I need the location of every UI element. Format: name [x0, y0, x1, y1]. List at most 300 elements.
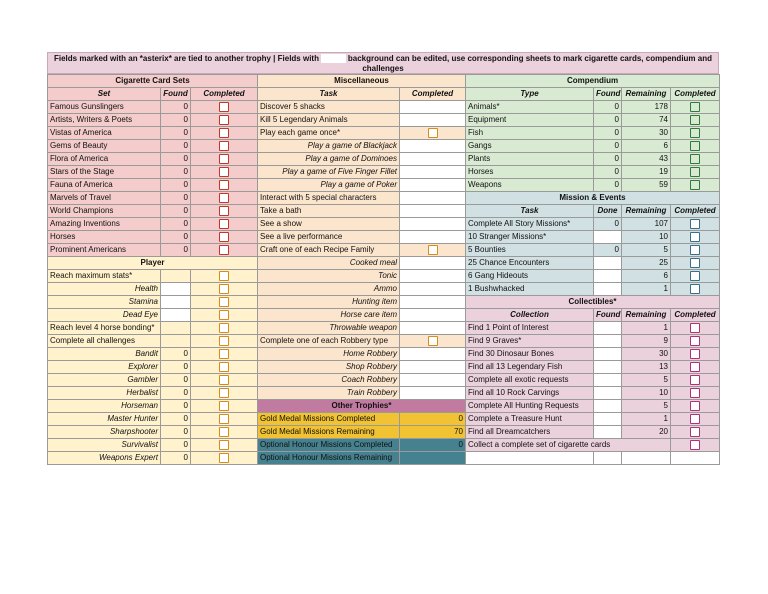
table-row	[48, 452, 258, 465]
set-completed	[191, 127, 258, 140]
collectible-completed	[671, 361, 720, 374]
compendium-remaining: 59	[622, 179, 671, 192]
table-row	[48, 218, 258, 231]
misc-completed	[400, 127, 466, 140]
compendium-completed	[671, 179, 720, 192]
set-name: Fauna of America	[48, 179, 161, 192]
set-completed	[191, 231, 258, 244]
completed-checkbox[interactable]	[690, 375, 700, 385]
completed-checkbox[interactable]	[219, 375, 229, 385]
compendium-table	[465, 74, 720, 465]
table-row	[466, 153, 720, 166]
player-value: 0	[161, 387, 191, 400]
collectible-completed	[671, 439, 720, 452]
player-value: 0	[161, 361, 191, 374]
misc-section-title: Miscellaneous	[258, 75, 466, 88]
completed-checkbox[interactable]	[219, 336, 229, 346]
mission-done[interactable]	[594, 270, 622, 283]
player-task: Reach maximum stats*	[48, 270, 161, 283]
table-row	[48, 231, 258, 244]
other-trophies-title: Other Trophies*	[258, 400, 466, 413]
player-value[interactable]	[161, 309, 191, 322]
table-row	[258, 127, 466, 140]
misc-task: Horse care item	[258, 309, 400, 322]
completed-checkbox[interactable]	[219, 401, 229, 411]
col-type: Type	[466, 88, 594, 101]
trophy-value: 0	[400, 413, 466, 426]
col-task: Task	[258, 88, 400, 101]
collectible-completed	[671, 322, 720, 335]
set-name: Vistas of America	[48, 127, 161, 140]
set-completed	[191, 218, 258, 231]
player-completed	[191, 283, 258, 296]
completed-checkbox[interactable]	[219, 323, 229, 333]
completed-checkbox[interactable]	[219, 414, 229, 424]
misc-completed	[400, 335, 466, 348]
player-value: 0	[161, 439, 191, 452]
collectible-task: Find all 13 Legendary Fish	[466, 361, 594, 374]
completed-checkbox[interactable]	[690, 284, 700, 294]
misc-task: Craft one of each Recipe Family	[258, 244, 400, 257]
instructions-text-1: Fields marked with an *asterix* are tied to another trophy | Fields with	[54, 54, 319, 63]
set-completed	[191, 205, 258, 218]
table-row	[48, 192, 258, 205]
table-row	[258, 244, 466, 257]
player-task: Sharpshooter	[48, 426, 161, 439]
table-row	[258, 348, 466, 361]
table-row	[48, 335, 258, 348]
set-completed	[191, 114, 258, 127]
player-completed	[191, 426, 258, 439]
completed-checkbox[interactable]	[219, 128, 229, 138]
table-row	[258, 335, 466, 348]
completed-checkbox[interactable]	[219, 245, 229, 255]
player-task: Weapons Expert	[48, 452, 161, 465]
misc-task: Hunting item	[258, 296, 400, 309]
mission-done[interactable]	[594, 257, 622, 270]
completed-checkbox[interactable]	[219, 232, 229, 242]
completed-checkbox[interactable]	[428, 336, 438, 346]
misc-completed	[400, 244, 466, 257]
misc-task: Take a bath	[258, 205, 400, 218]
player-task: Explorer	[48, 361, 161, 374]
table-row	[466, 322, 720, 335]
player-task: Complete all challenges	[48, 335, 161, 348]
table-row	[466, 218, 720, 231]
col-task: Task	[466, 205, 594, 218]
player-completed	[191, 270, 258, 283]
collectible-found[interactable]	[594, 348, 622, 361]
col-completed: Completed	[191, 88, 258, 101]
section-header	[258, 400, 466, 413]
table-row	[48, 361, 258, 374]
table-row	[258, 231, 466, 244]
col-completed: Completed	[671, 309, 720, 322]
completed-checkbox[interactable]	[219, 388, 229, 398]
player-task: Health	[48, 283, 161, 296]
compendium-completed	[671, 153, 720, 166]
trophy-task: Gold Medal Missions Completed	[258, 413, 400, 426]
misc-task: Play a game of Blackjack	[258, 140, 400, 153]
collectible-remaining: 5	[622, 400, 671, 413]
mission-done: 0	[594, 218, 622, 231]
section-header	[466, 75, 720, 88]
misc-task: Interact with 5 special characters	[258, 192, 400, 205]
misc-completed	[400, 374, 466, 387]
completed-checkbox[interactable]	[690, 115, 700, 125]
collectible-remaining: 10	[622, 387, 671, 400]
player-task: Dead Eye	[48, 309, 161, 322]
col-found: Found	[594, 88, 622, 101]
completed-checkbox[interactable]	[428, 128, 438, 138]
table-row	[466, 361, 720, 374]
player-value	[161, 270, 191, 283]
collectible-remaining: 30	[622, 348, 671, 361]
table-row	[466, 387, 720, 400]
table-row	[258, 140, 466, 153]
collectibles-section-title: Collectibles*	[466, 296, 720, 309]
table-row	[48, 270, 258, 283]
table-row	[466, 140, 720, 153]
collectible-found[interactable]	[594, 426, 622, 439]
table-row	[258, 452, 466, 465]
player-task: Herbalist	[48, 387, 161, 400]
set-found: 0	[161, 192, 191, 205]
table-row	[48, 309, 258, 322]
set-found: 0	[161, 140, 191, 153]
col-remaining: Remaining	[622, 205, 671, 218]
completed-checkbox[interactable]	[219, 219, 229, 229]
player-completed	[191, 335, 258, 348]
col-set: Set	[48, 88, 161, 101]
completed-checkbox[interactable]	[690, 427, 700, 437]
mission-done[interactable]	[594, 283, 622, 296]
col-found: Found	[161, 88, 191, 101]
mission-remaining: 107	[622, 218, 671, 231]
player-section-title: Player	[48, 257, 258, 270]
mission-completed	[671, 231, 720, 244]
completed-checkbox[interactable]	[219, 362, 229, 372]
completed-checkbox[interactable]	[690, 349, 700, 359]
table-row	[48, 387, 258, 400]
set-found: 0	[161, 244, 191, 257]
table-row	[466, 257, 720, 270]
missions-section-title: Mission & Events	[466, 192, 720, 205]
completed-checkbox[interactable]	[690, 362, 700, 372]
table-row	[48, 179, 258, 192]
table-row	[466, 335, 720, 348]
table-row	[466, 283, 720, 296]
table-row	[258, 192, 466, 205]
table-row	[466, 179, 720, 192]
misc-completed	[400, 153, 466, 166]
column-header	[466, 205, 720, 218]
col-completed: Completed	[671, 205, 720, 218]
mission-remaining: 10	[622, 231, 671, 244]
collectible-task: Find 9 Graves*	[466, 335, 594, 348]
misc-completed	[400, 322, 466, 335]
completed-checkbox[interactable]	[690, 414, 700, 424]
section-header	[466, 296, 720, 309]
column-header	[466, 88, 720, 101]
collectible-task: Find all Dreamcatchers	[466, 426, 594, 439]
misc-task: Home Robbery	[258, 348, 400, 361]
player-task: Master Hunter	[48, 413, 161, 426]
col-remaining: Remaining	[622, 88, 671, 101]
collectible-task: Complete All Hunting Requests	[466, 400, 594, 413]
trophy-value: 70	[400, 426, 466, 439]
table-row	[258, 413, 466, 426]
set-name: Flora of America	[48, 153, 161, 166]
table-row	[48, 322, 258, 335]
completed-checkbox[interactable]	[690, 401, 700, 411]
collectible-last-task: Collect a complete set of cigarette cards	[466, 439, 671, 452]
compendium-remaining: 30	[622, 127, 671, 140]
completed-checkbox[interactable]	[219, 440, 229, 450]
misc-completed	[400, 205, 466, 218]
completed-checkbox[interactable]	[219, 453, 229, 463]
collectible-task: Complete a Treasure Hunt	[466, 413, 594, 426]
completed-checkbox[interactable]	[690, 388, 700, 398]
player-value: 0	[161, 413, 191, 426]
completed-checkbox[interactable]	[219, 167, 229, 177]
table-row	[466, 400, 720, 413]
player-value: 0	[161, 348, 191, 361]
completed-checkbox[interactable]	[219, 297, 229, 307]
completed-checkbox[interactable]	[219, 206, 229, 216]
table-row	[258, 270, 466, 283]
table-row	[258, 205, 466, 218]
completed-checkbox[interactable]	[219, 193, 229, 203]
player-value	[161, 335, 191, 348]
compendium-completed	[671, 101, 720, 114]
completed-checkbox[interactable]	[690, 271, 700, 281]
completed-checkbox[interactable]	[219, 427, 229, 437]
misc-task: Coach Robbery	[258, 374, 400, 387]
table-row	[258, 296, 466, 309]
completed-checkbox[interactable]	[690, 219, 700, 229]
table-row	[48, 101, 258, 114]
completed-checkbox[interactable]	[219, 141, 229, 151]
table-row	[48, 205, 258, 218]
completed-checkbox[interactable]	[690, 245, 700, 255]
misc-completed	[400, 361, 466, 374]
completed-checkbox[interactable]	[690, 141, 700, 151]
misc-task: Complete one of each Robbery type	[258, 335, 400, 348]
compendium-completed	[671, 114, 720, 127]
set-completed	[191, 153, 258, 166]
misc-completed	[400, 283, 466, 296]
collectible-found[interactable]	[594, 400, 622, 413]
table-row	[48, 400, 258, 413]
collectible-completed	[671, 387, 720, 400]
completed-checkbox[interactable]	[690, 180, 700, 190]
table-row	[258, 426, 466, 439]
completed-checkbox[interactable]	[690, 128, 700, 138]
collectible-task: Find all 10 Rock Carvings	[466, 387, 594, 400]
player-value: 0	[161, 452, 191, 465]
completed-checkbox[interactable]	[219, 180, 229, 190]
completed-checkbox[interactable]	[219, 115, 229, 125]
collectible-found[interactable]	[594, 413, 622, 426]
misc-task: See a show	[258, 218, 400, 231]
player-completed	[191, 322, 258, 335]
compendium-type: Horses	[466, 166, 594, 179]
completed-checkbox[interactable]	[219, 349, 229, 359]
table-row	[258, 101, 466, 114]
collectible-found[interactable]	[594, 322, 622, 335]
collectible-completed	[671, 413, 720, 426]
table-row	[48, 127, 258, 140]
empty-cell	[594, 452, 622, 465]
compendium-type: Fish	[466, 127, 594, 140]
misc-task: Play a game of Poker	[258, 179, 400, 192]
trophy-task: Optional Honour Missions Remaining	[258, 452, 400, 465]
player-value: 0	[161, 426, 191, 439]
col-found: Found	[594, 309, 622, 322]
collectible-remaining: 1	[622, 413, 671, 426]
table-row	[466, 166, 720, 179]
column-header	[466, 309, 720, 322]
misc-completed	[400, 101, 466, 114]
mission-remaining: 25	[622, 257, 671, 270]
collectible-remaining: 1	[622, 322, 671, 335]
col-remaining: Remaining	[622, 309, 671, 322]
table-row	[48, 413, 258, 426]
empty-cell	[466, 452, 594, 465]
table-row	[48, 283, 258, 296]
set-name: Gems of Beauty	[48, 140, 161, 153]
completed-checkbox[interactable]	[690, 440, 700, 450]
table-row	[466, 231, 720, 244]
collectible-found[interactable]	[594, 335, 622, 348]
misc-task: Tonic	[258, 270, 400, 283]
player-task: Reach level 4 horse bonding*	[48, 322, 161, 335]
trophy-value: 0	[400, 439, 466, 452]
misc-completed	[400, 270, 466, 283]
compendium-remaining: 19	[622, 166, 671, 179]
instructions-banner	[47, 52, 719, 74]
collectible-found[interactable]	[594, 361, 622, 374]
collectible-remaining: 5	[622, 374, 671, 387]
set-name: Horses	[48, 231, 161, 244]
misc-task: Play each game once*	[258, 127, 400, 140]
section-header	[48, 75, 258, 88]
table-row	[466, 374, 720, 387]
set-found: 0	[161, 153, 191, 166]
set-name: Artists, Writers & Poets	[48, 114, 161, 127]
completed-checkbox[interactable]	[690, 323, 700, 333]
compendium-found: 0	[594, 114, 622, 127]
misc-completed	[400, 166, 466, 179]
table-row	[48, 114, 258, 127]
table-row	[48, 140, 258, 153]
column-header	[48, 88, 258, 101]
collectible-remaining: 20	[622, 426, 671, 439]
mission-done[interactable]	[594, 231, 622, 244]
completed-checkbox[interactable]	[690, 167, 700, 177]
compendium-remaining: 74	[622, 114, 671, 127]
player-completed	[191, 400, 258, 413]
player-completed	[191, 309, 258, 322]
compendium-type: Plants	[466, 153, 594, 166]
player-value[interactable]	[161, 296, 191, 309]
table-row	[466, 270, 720, 283]
table-row	[48, 296, 258, 309]
set-name: Marvels of Travel	[48, 192, 161, 205]
table-row	[466, 244, 720, 257]
compendium-remaining: 6	[622, 140, 671, 153]
collectible-found[interactable]	[594, 374, 622, 387]
completed-checkbox[interactable]	[219, 310, 229, 320]
table-row	[48, 166, 258, 179]
completed-checkbox[interactable]	[219, 102, 229, 112]
table-row	[466, 439, 720, 452]
collectible-completed	[671, 335, 720, 348]
completed-checkbox[interactable]	[690, 102, 700, 112]
collectible-completed	[671, 348, 720, 361]
set-name: World Champions	[48, 205, 161, 218]
compendium-completed	[671, 127, 720, 140]
compendium-completed	[671, 166, 720, 179]
compendium-type: Equipment	[466, 114, 594, 127]
set-completed	[191, 166, 258, 179]
collectible-remaining: 13	[622, 361, 671, 374]
table-row	[258, 374, 466, 387]
completed-checkbox[interactable]	[219, 284, 229, 294]
set-found: 0	[161, 114, 191, 127]
col-completed: Completed	[671, 88, 720, 101]
completed-checkbox[interactable]	[690, 336, 700, 346]
mission-completed	[671, 283, 720, 296]
collectible-completed	[671, 400, 720, 413]
section-header	[48, 257, 258, 270]
empty-row	[466, 452, 720, 465]
table-row	[258, 166, 466, 179]
misc-task: Play a game of Five Finger Fillet	[258, 166, 400, 179]
table-row	[48, 348, 258, 361]
completed-checkbox[interactable]	[690, 258, 700, 268]
player-task: Horseman	[48, 400, 161, 413]
set-found: 0	[161, 205, 191, 218]
completed-checkbox[interactable]	[219, 271, 229, 281]
table-row	[258, 218, 466, 231]
misc-completed	[400, 114, 466, 127]
table-row	[466, 348, 720, 361]
completed-checkbox[interactable]	[219, 154, 229, 164]
collectible-completed	[671, 374, 720, 387]
compendium-type: Weapons	[466, 179, 594, 192]
completed-checkbox[interactable]	[690, 232, 700, 242]
player-task: Bandit	[48, 348, 161, 361]
completed-checkbox[interactable]	[690, 154, 700, 164]
misc-task: Ammo	[258, 283, 400, 296]
player-value[interactable]	[161, 283, 191, 296]
completed-checkbox[interactable]	[428, 245, 438, 255]
collectible-found[interactable]	[594, 387, 622, 400]
trophy-task: Optional Honour Missions Completed	[258, 439, 400, 452]
player-task: Gambler	[48, 374, 161, 387]
misc-completed	[400, 309, 466, 322]
trophy-task: Gold Medal Missions Remaining	[258, 426, 400, 439]
instructions-text-2: background can be edited, use corresponding sheets to mark cigarette cards, compendium and challenges	[347, 54, 712, 73]
player-completed	[191, 296, 258, 309]
compendium-type: Animals*	[466, 101, 594, 114]
table-row	[466, 413, 720, 426]
misc-completed	[400, 179, 466, 192]
set-completed	[191, 244, 258, 257]
misc-task: Cooked meal	[258, 257, 400, 270]
